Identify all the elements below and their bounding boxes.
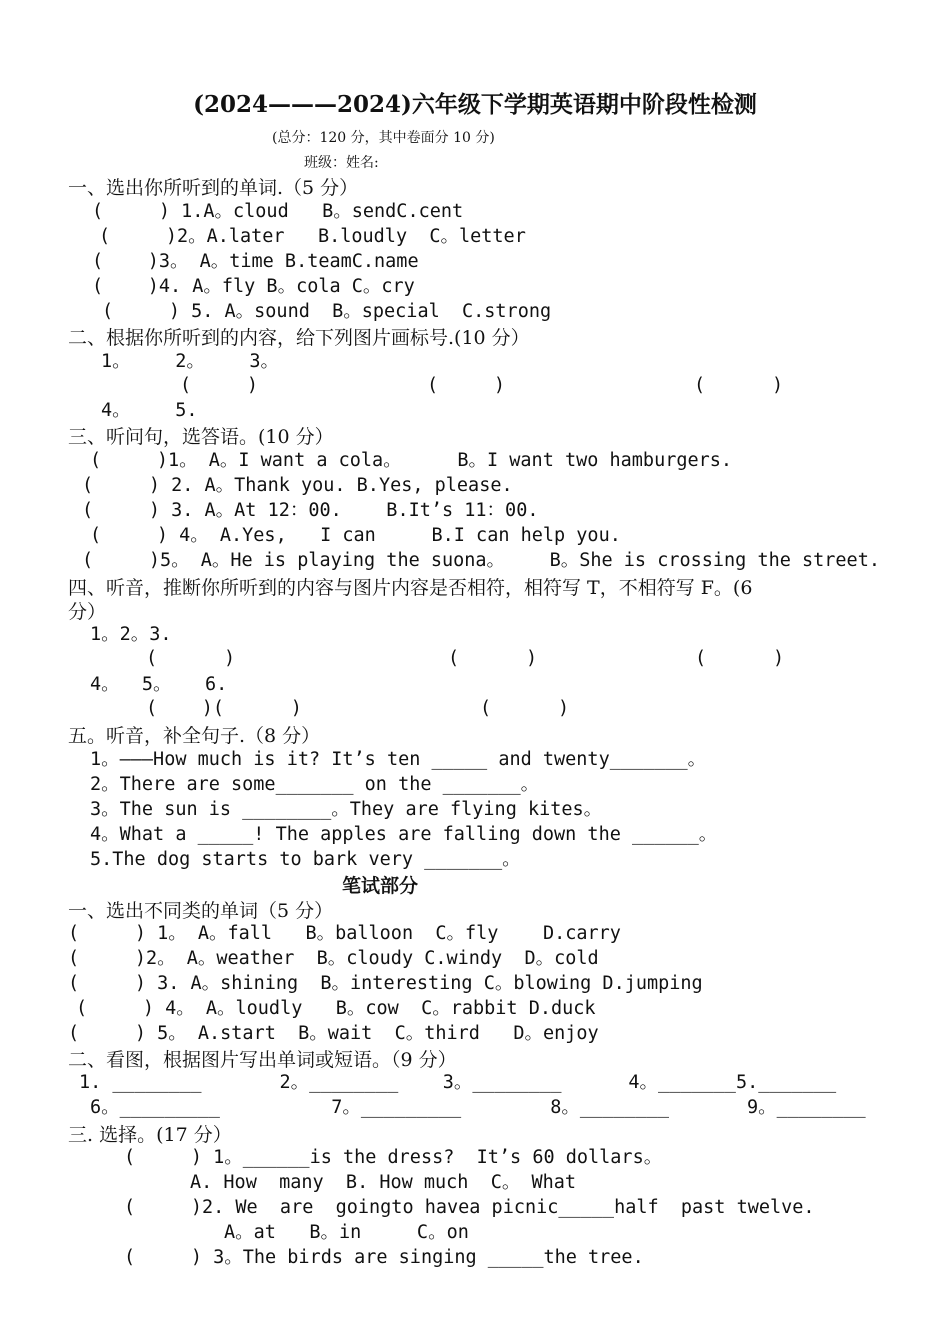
question-line: ( ) 3. A。At 12：00. B.It’s 11：00. [82, 500, 539, 521]
answer-bracket: ( )( ) [146, 698, 302, 719]
fill-blank-line: 5.The dog starts to bark very _______。 [90, 849, 521, 870]
fill-blank-line: 3。The sun is ________。They are flying kites。 [90, 799, 603, 820]
answer-bracket: ( ) [694, 375, 784, 396]
fill-blank-line: 2。There are some_______ on the _______。 [90, 774, 540, 795]
question-line: ( ) 5。 A.start B。wait C。third D。enjoy [68, 1023, 599, 1044]
answer-options: A。at B。in C。on [224, 1222, 469, 1243]
question-line: ( ) 1.A。cloud B。sendC.cent [92, 201, 464, 222]
answer-bracket: ( ) [427, 375, 505, 396]
question-line: ( )4. A。fly B。cola C。cry [92, 276, 415, 297]
section-heading: 二、根据你所听到的内容，给下列图片画标号.(10 分） [68, 327, 530, 349]
question-line: ( )2。A.later B.loudly C。letter [99, 226, 526, 247]
answer-options: A. How many B. How much C。 What [190, 1172, 577, 1193]
question-line: ( )5。 A。He is playing the suona。 B。She is crossing the street. [82, 550, 880, 571]
written-part-title: 笔试部分 [341, 875, 418, 897]
picture-numbers: 4。 5。 6. [90, 674, 228, 695]
question-line: ( )1。 A。I want a cola。 B。I want two hamburgers. [90, 450, 733, 471]
section-heading: 一、选出你所听到的单词.（5 分） [68, 177, 359, 199]
picture-numbers: 1。2。3. [90, 624, 172, 645]
exam-subtitle: (总分：120 分，其中卷面分 10 分) [272, 130, 495, 146]
exam-title: (2024———2024)六年级下学期英语期中阶段性检测 [193, 91, 757, 118]
class-name-line: 班级：姓名: [304, 155, 379, 171]
section-heading: 三、听问句，选答语。(10 分） [68, 426, 334, 448]
section-heading: 四、听音，推断你所听到的内容与图片内容是否相符，相符写 T，不相符写 F。(6 [68, 577, 753, 599]
question-line: ( ) 1。 A。fall B。balloon C。fly D.carry [68, 923, 621, 944]
question-line: ( ) 5. A。sound B。special C.strong [102, 301, 552, 322]
section-heading: 五。听音，补全句子.（8 分） [68, 725, 321, 747]
section-heading: 二、看图，根据图片写出单词或短语。（9 分） [68, 1049, 457, 1071]
answer-bracket: ( ) [146, 648, 236, 669]
section-heading: 一、选出不同类的单词（5 分） [68, 900, 334, 922]
answer-bracket: ( ) [695, 648, 785, 669]
question-line: ( ) 4。 A.Yes, I can B.I can help you. [90, 525, 621, 546]
fill-blank-line: 4。What a _____! The apples are falling down the ______。 [90, 824, 718, 845]
question-line: ( ) 4。 A。loudly B。cow C。rabbit D.duck [76, 998, 596, 1019]
question-line: ( ) 3。The birds are singing _____the tree. [124, 1247, 644, 1268]
picture-numbers: 1。 2。 3。 [101, 351, 280, 372]
section-heading-continued: 分） [68, 601, 107, 623]
question-line: ( ) 2. A。Thank you. B.Yes, please. [82, 475, 513, 496]
answer-bracket: ( ) [448, 648, 538, 669]
fill-blank-line: 1. ________ 2。________ 3。________ 4。_______5._______ [79, 1072, 837, 1093]
question-line: ( )3。 A。time B.teamC.name [92, 251, 419, 272]
section-heading: 三. 选择。(17 分） [68, 1124, 232, 1146]
fill-blank-line: 6。_________ 7。_________ 8。________ 9。________ [90, 1097, 866, 1118]
answer-bracket: ( ) [480, 698, 570, 719]
question-line: ( )2. We are goingto havea picnic_____half past twelve. [124, 1197, 815, 1218]
question-line: ( ) 1。______is the dress? It’s 60 dollars。 [124, 1147, 663, 1168]
answer-bracket: ( ) [180, 375, 258, 396]
fill-blank-line: 1。———How much is it? It’s ten _____ and twenty_______。 [90, 749, 707, 770]
question-line: ( )2。 A。weather B。cloudy C.windy D。cold [68, 948, 599, 969]
question-line: ( ) 3. A。shining B。interesting C。blowing D.jumping [68, 973, 703, 994]
picture-numbers: 4。 5. [101, 400, 198, 421]
